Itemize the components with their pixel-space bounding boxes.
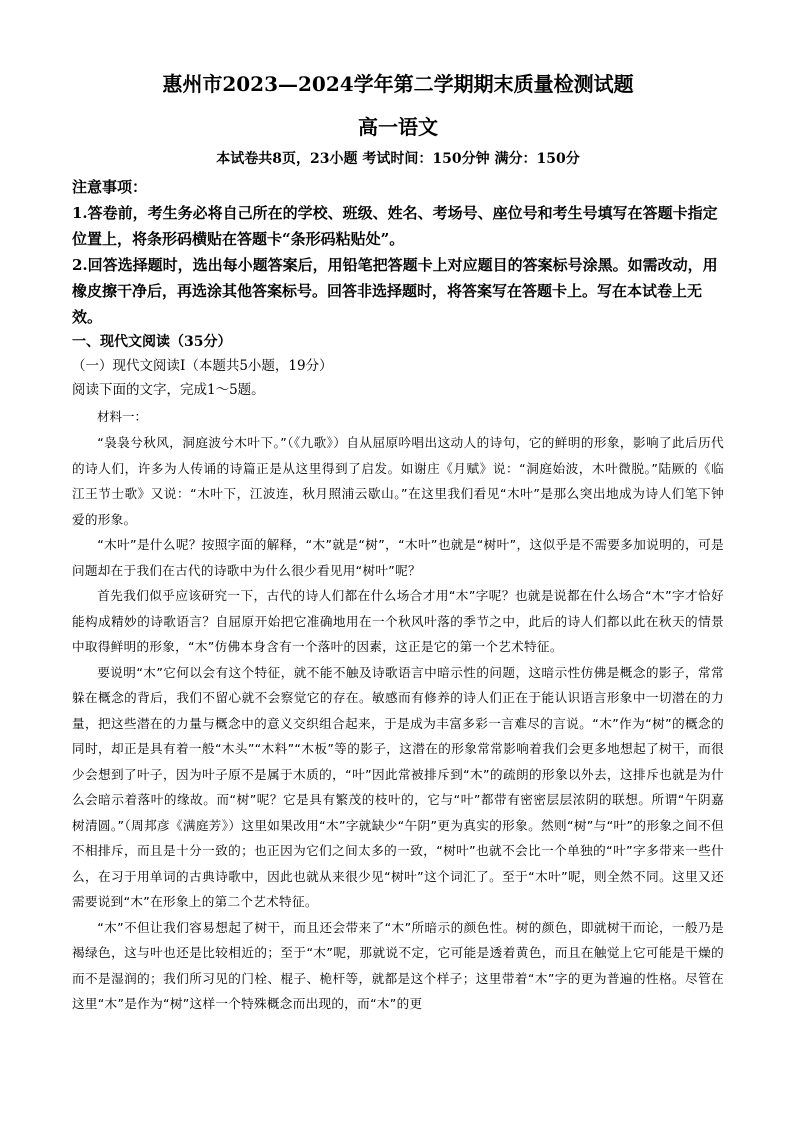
material-label: 材料一：: [97, 409, 148, 424]
material-paragraph-5: “木”不但让我们容易想起了树干，而且还会带来了“木”所暗示的颜色性。树的颜色，即就树干而论，一般乃是褐绿色，这与叶也还是比较相近的；至于“木”呢，那就说不定，它可能是透着黄色，而且在触觉上它可能是干燥的而不是湿润的；我们所习见的门栓、棍子、桅杆等，就都是这个样子；这里带着“木”字的更为普遍的性格。尽管在这里“木”是作为“树”这样一个特殊概念而出现的，而“木”的更: [72, 919, 724, 1011]
material-one: [72, 404, 724, 1017]
material-paragraph-4: 要说明“木”它何以会有这个特征，就不能不触及诗歌语言中暗示性的问题，这暗示性仿佛是概念的影子，常常躲在概念的背后，我们不留心就不会察觉它的存在。敏感而有修养的诗人们正在于能认识语言形象中一切潜在的力量，把这些潜在的力量与概念中的意义交织组合起来，于是成为丰富多彩一言难尽的言说。“木”作为“树”的概念的同时，却正是具有着一般“木头”“木料”“木板”等的影子，这潜在的形象常常影响着我们会更多地想起了树干，而很少会想到了叶子，因为叶子原不是属于木质的，“叶”因此常被排斥到“木”的疏朗的形象以外去，这排斥也就是为什么会暗示着落叶的缘故。而“树”呢？它是具有繁茂的枝叶的，它与“叶”都带有密密层层浓阴的联想。所谓“午阴嘉树清圆。”（周邦彦《满庭芳》）这里如果改用“木”字就缺少“午阴”更为真实的形象。然则“树”与“叶”的形象之间不但不相排斥，而且是十分一致的；也正因为它们之间太多的一致，“树叶”也就不会比一个单独的“叶”字多带来一些什么，在习于用单词的古典诗歌中，因此也就从来很少见“树叶”这个词汇了。至于“木叶”呢，则全然不同。这里又还需要说到“木”在形象上的第二个艺术特征。: [72, 664, 724, 909]
exam-meta: 本试卷共8页，23小题 考试时间：150分钟 满分：150分: [216, 151, 580, 167]
material-paragraph-3: 首先我们似乎应该研究一下，古代的诗人们都在什么场合才用“木”字呢？也就是说都在什么场合“木”字才恰好能构成精妙的诗歌语言？自屈原开始把它准确地用在一个秋风叶落的季节之中，此后的诗人们都以此在秋天的情景中取得鲜明的形象，“木”仿佛本身含有一个落叶的因素，这正是它的第一个艺术特征。: [72, 588, 724, 654]
section-subheading: （一）现代文阅读Ⅰ（本题共5小题，19分）: [72, 358, 333, 374]
note-item-1: 1.答卷前，考生务必将自己所在的学校、班级、姓名、考场号、座位号和考生号填写在答题卡指定位置上，将条形码横贴在答题卡“条形码粘贴处”。: [72, 204, 718, 248]
material-paragraph-2: “木叶”是什么呢？按照字面的解释，“木”就是“树”，“木叶”也就是“树叶”，这似乎是不需要多加说明的，可是问题却在于我们在古代的诗歌中为什么很少看见用“树叶”呢？: [72, 537, 724, 578]
material-paragraph-1: “袅袅兮秋风，洞庭波兮木叶下。”（《九歌》）自从屈原吟唱出这动人的诗句，它的鲜明的形象，影响了此后历代的诗人们，许多为人传诵的诗篇正是从这里得到了启发。如谢庄《月赋》说：“洞庭始波，木叶微脱。”陆厥的《临江王节士歌》又说：“木叶下，江波连，秋月照浦云歇山。”在这里我们看见“木叶”是那么突出地成为诗人们笔下钟爱的形象。: [72, 435, 724, 527]
notes-heading: 注意事项：: [72, 178, 148, 196]
exam-title: 惠州市2023—2024学年第二学期期末质量检测试题: [162, 72, 634, 96]
subject-title: 高一语文: [358, 115, 438, 139]
reading-instruction: 阅读下面的文字，完成1～5题。: [72, 382, 265, 398]
section-heading: 一、现代文阅读（35分）: [72, 334, 232, 350]
notes-block: [72, 174, 724, 330]
note-item-2: 2.回答选择题时，选出每小题答案后，用铅笔把答题卡上对应题目的答案标号涂黑。如需改动，用橡皮擦干净后，再选涂其他答案标号。回答非选择题时，将答案写在答题卡上。写在本试卷上无效。: [72, 256, 718, 326]
